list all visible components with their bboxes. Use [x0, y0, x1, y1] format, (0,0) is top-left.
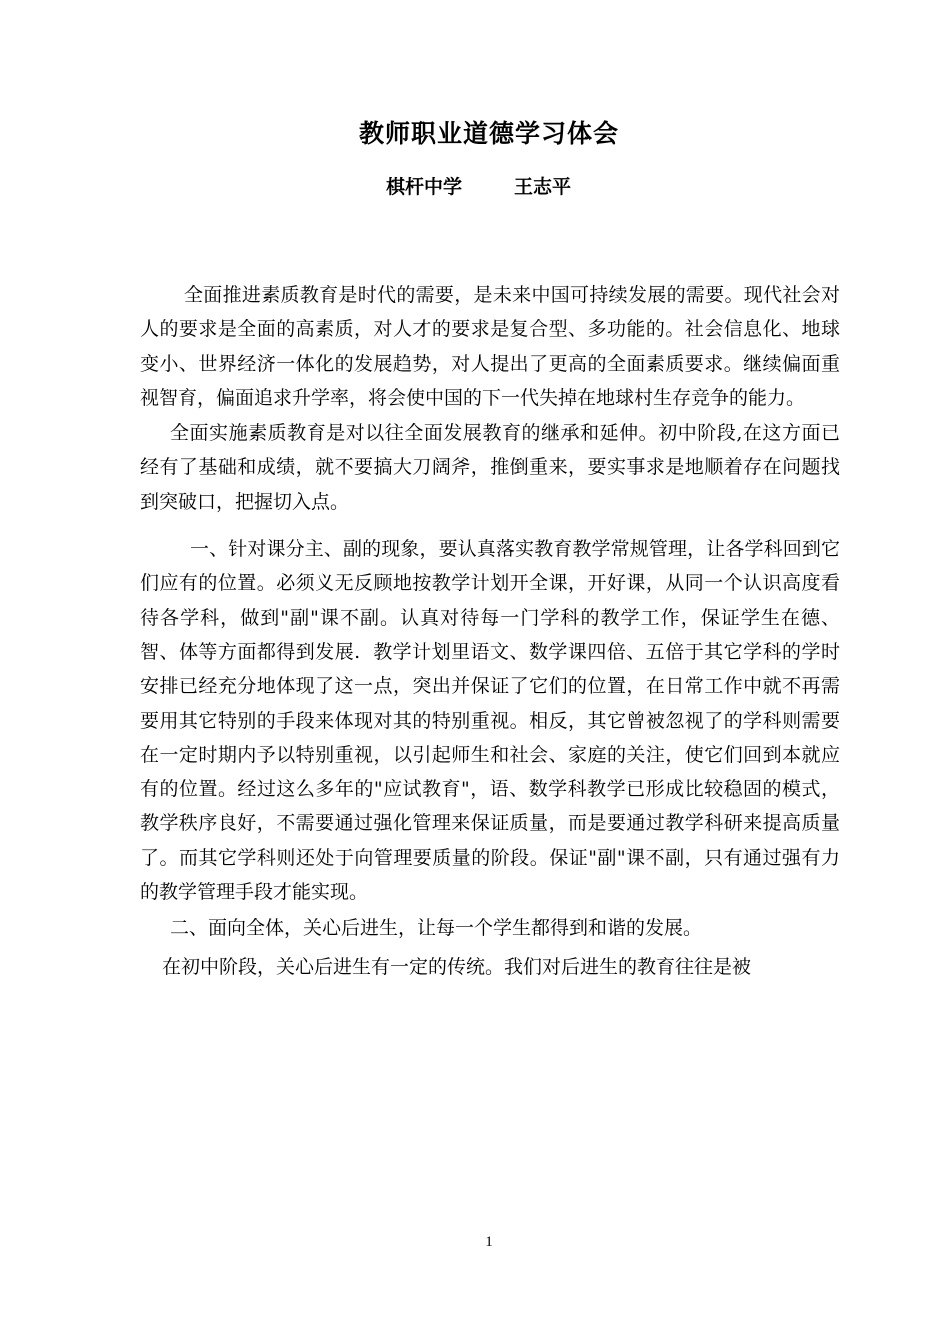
paragraph: 在初中阶段，关心后进生有一定的传统。我们对后进生的教育往往是被: [162, 955, 752, 978]
section-heading: 二、面向全体，关心后进生，让每一个学生都得到和谐的发展。: [170, 917, 703, 940]
byline: [386, 172, 571, 199]
paragraph: 全面推进素质教育是时代的需要，是未来中国可持续发展的需要。现代社会对人的要求是全面的高素质，对人才的要求是复合型、多功能的。社会信息化、地球变小、世界经济一体化的发展趋势，对人提出了更高的全面素质要求。继续偏面重视智育，偏面追求升学率，将会使中国的下一代失掉在地球村生存竞争的能力。: [140, 284, 840, 409]
paragraph: 一、针对课分主、副的现象，要认真落实教育教学常规管理，让各学科回到它们应有的位置。必须义无反顾地按教学计划开全课，开好课，从同一个认识高度看待各学科，做到"副"课不副。认真对待每一门学科的教学工作，保证学生在德、智、体等方面都得到发展. 教学计划里语文、数学课四倍、五倍于其它学科的学时安排已经充分地体现了这一点，突出并保证了它们的位置，在日常工作中就不再需要用其它特别的手段来体现对其的特别重视。相反，其它曾被忽视了的学科则需要在一定时期内予以特别重视，以引起师生和社会、家庭的关注，使它们回到本就应有的位置。经过这么多年的"应试教育"，语、数学科教学已形成比较稳固的模式，教学秩序良好，不需要通过强化管理来保证质量，而是要通过教学科研来提高质量了。而其它学科则还处于向管理要质量的阶段。保证"副"课不副，只有通过强有力的教学管理手段才能实现。: [140, 538, 840, 904]
document-title: 教师职业道德学习体会: [358, 119, 619, 148]
document-body: [140, 278, 840, 984]
paragraph: 全面实施素质教育是对以往全面发展教育的继承和延伸。初中阶段,在这方面已经有了基础和成绩，就不要搞大刀阔斧，推倒重来，要实事求是地顺着存在问题找到突破口，把握切入点。: [140, 422, 840, 513]
author-name: 王志平: [514, 176, 572, 198]
page-number: 1: [485, 1234, 493, 1250]
school-name: 棋杆中学: [386, 176, 463, 198]
